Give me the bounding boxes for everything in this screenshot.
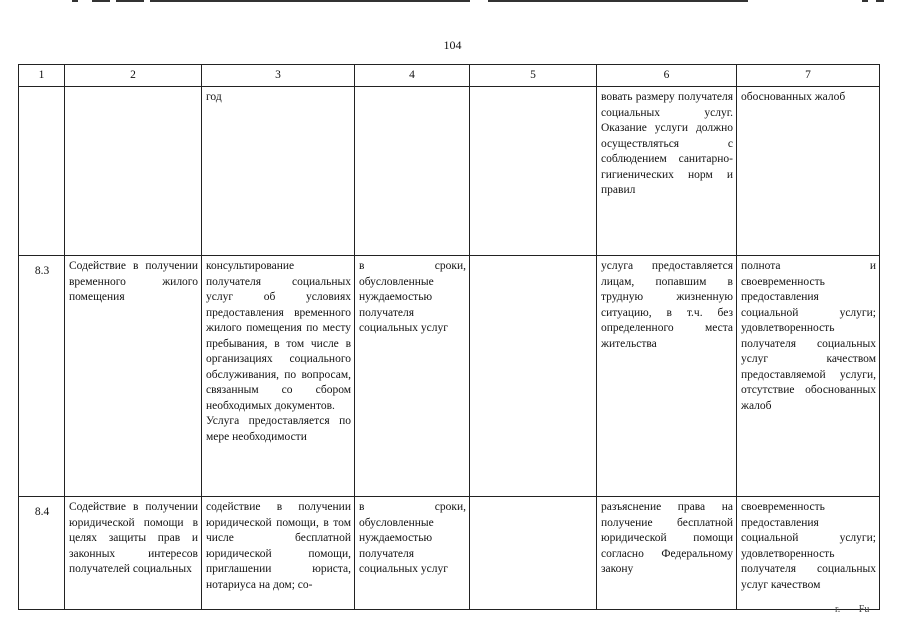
service-name: Содействие в получении временного жилого помещения <box>65 256 202 497</box>
column-header: 6 <box>597 65 737 87</box>
table-row <box>19 497 880 610</box>
service-description-note: Услуга предоставляется по мере необходимости <box>206 415 351 443</box>
page-number: 104 <box>443 38 462 52</box>
service-name: Содействие в получении юридической помощи в целях защиты прав и законных интересов получателей социальных <box>65 497 202 610</box>
service-terms: в сроки, обусловленные нуждаемостью получателя социальных услуг <box>355 497 470 610</box>
row-number: 8.3 <box>19 256 65 497</box>
service-description: год <box>202 87 355 256</box>
service-conditions: услуга предоставляется лицам, попавшим в трудную жизненную ситуацию, в т.ч. без определенного места жительства <box>597 256 737 497</box>
column-header: 2 <box>65 65 202 87</box>
service-cost <box>470 87 597 256</box>
column-header: 4 <box>355 65 470 87</box>
service-description <box>202 256 355 497</box>
table-row <box>19 87 880 256</box>
service-description-text: консультирование получателя социальных услуг об условиях предоставления временного жилого помещения по месту пребывания, в том числе в организациях социального обслуживания, по вопросам, связанным со сбором необходимых документов. <box>206 260 351 412</box>
table-row <box>19 256 880 497</box>
service-cost <box>470 497 597 610</box>
service-conditions: вовать размеру получателя социальных услуг. Оказание услуги должно осуществляться с соблюдением санитарно-гигиенических норм и правил <box>597 87 737 256</box>
service-description: содействие в получении юридической помощи, в том числе бесплатной юридической помощи, приглашении юриста, нотариуса на дом; со- <box>202 497 355 610</box>
service-quality-indicators: обоснованных жалоб <box>737 87 880 256</box>
margin-mark: Fu <box>858 604 870 615</box>
service-conditions: разъяснение права на получение бесплатной юридической помощи согласно Федеральному закону <box>597 497 737 610</box>
service-terms <box>355 87 470 256</box>
service-terms: в сроки, обусловленные нуждаемостью получателя социальных услуг <box>355 256 470 497</box>
margin-mark: r. <box>835 604 841 615</box>
table-header-row <box>19 65 880 87</box>
row-number <box>19 87 65 256</box>
column-header: 3 <box>202 65 355 87</box>
column-header: 7 <box>737 65 880 87</box>
column-header: 1 <box>19 65 65 87</box>
scan-margin-marks <box>835 604 885 615</box>
row-number: 8.4 <box>19 497 65 610</box>
service-cost <box>470 256 597 497</box>
service-name <box>65 87 202 256</box>
scan-top-edge <box>0 0 905 6</box>
services-table <box>18 64 880 610</box>
service-quality-indicators: своевременность предоставления социальной услуги; удовлетворенность получателя социальных услуг качеством <box>737 497 880 610</box>
column-header: 5 <box>470 65 597 87</box>
service-quality-indicators: полнота и своевременность предоставления социальной услуги; удовлетворенность получателя социальных услуг качеством предоставляемой услуги, отсутствие обоснованных жалоб <box>737 256 880 497</box>
